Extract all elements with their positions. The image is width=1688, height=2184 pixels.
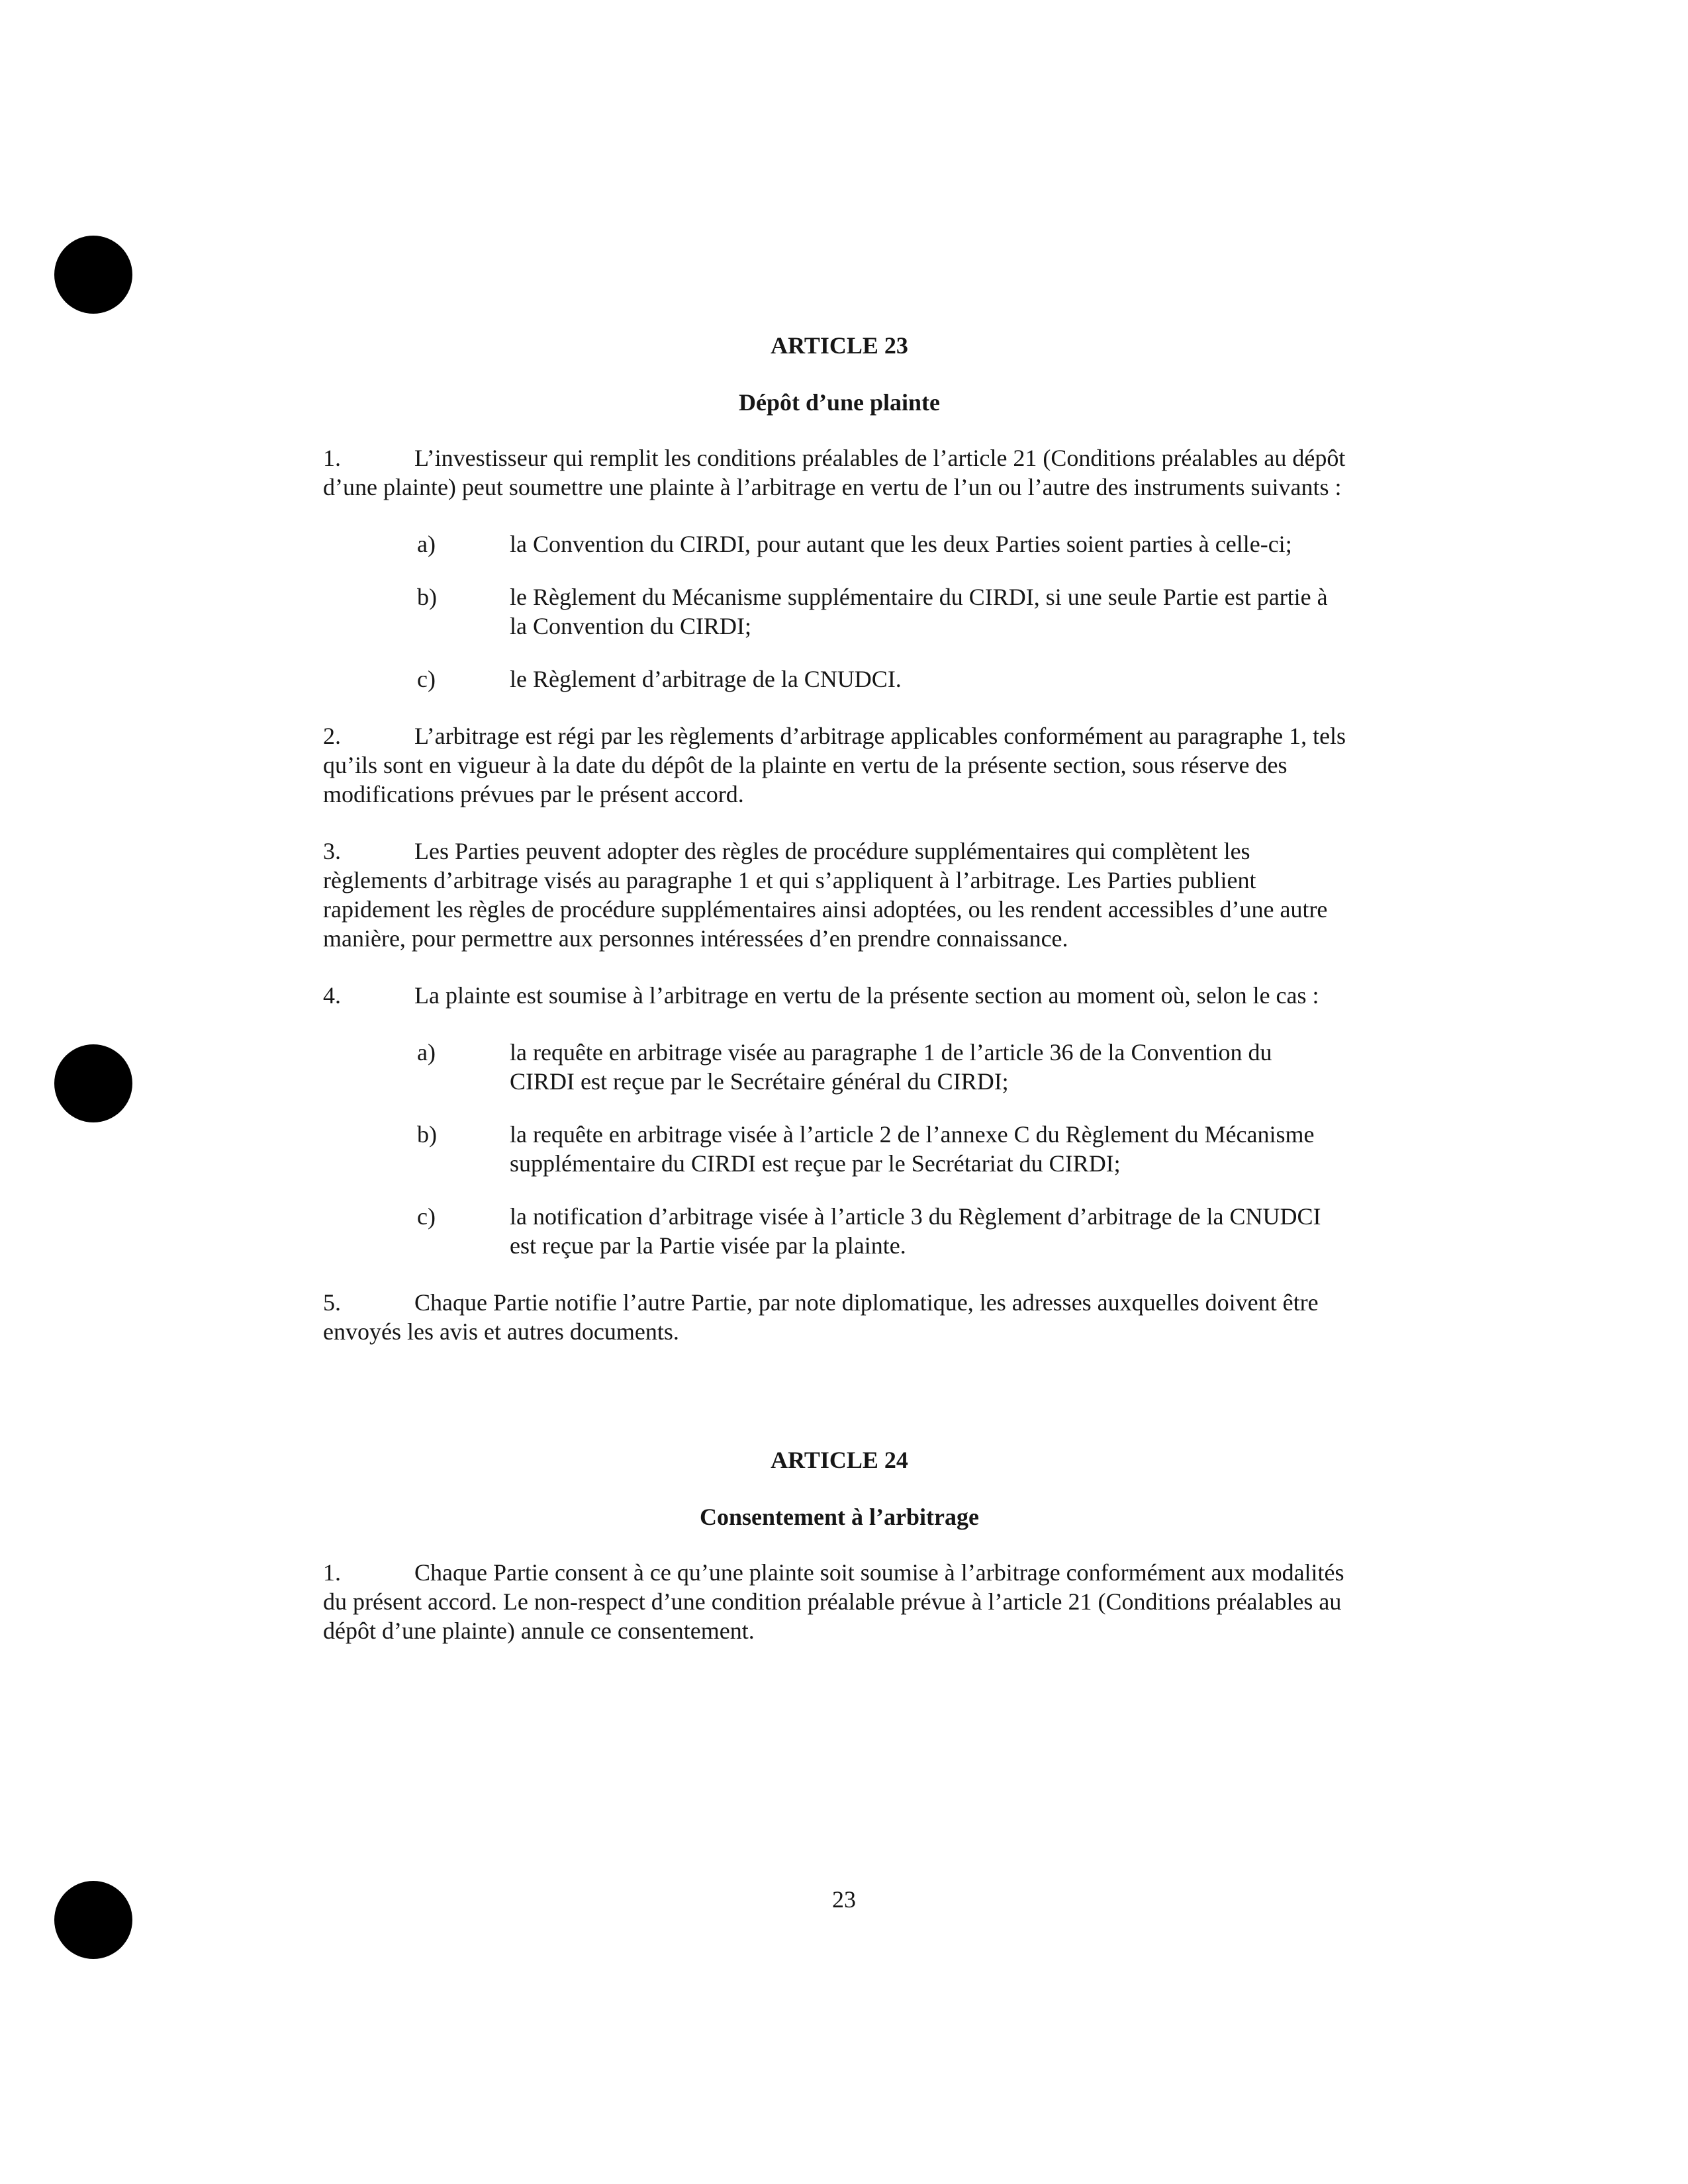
page-body <box>323 331 1356 1673</box>
article-23-paragraph-1 <box>323 443 1356 502</box>
paragraph-number: 2. <box>323 723 341 749</box>
article-23-paragraph-3 <box>323 837 1356 953</box>
list-item <box>323 582 1356 641</box>
article-23-paragraph-1-list <box>323 529 1356 694</box>
list-item <box>323 1038 1356 1096</box>
article-23 <box>323 331 1356 1346</box>
article-24-paragraph-1 <box>323 1558 1356 1645</box>
punch-hole-top <box>54 236 132 314</box>
paragraph-number: 1. <box>323 445 341 471</box>
paragraph-number: 5. <box>323 1289 341 1316</box>
paragraph-text: La plainte est soumise à l’arbitrage en vertu de la présente section au moment où, selon le cas : <box>414 982 1319 1009</box>
list-item <box>323 1120 1356 1178</box>
list-item <box>323 664 1356 694</box>
article-24-subtitle: Consentement à l’arbitrage <box>700 1504 979 1530</box>
article-spacer <box>323 1374 1356 1445</box>
article-23-subtitle: Dépôt d’une plainte <box>738 389 941 416</box>
paragraph-text: Chaque Partie notifie l’autre Partie, par note diplomatique, les adresses auxquelles doivent être envoyés les avis et autres documents. <box>323 1289 1319 1345</box>
list-item-letter: c) <box>417 1203 436 1230</box>
list-item-letter: a) <box>417 531 436 557</box>
paragraph-number: 3. <box>323 838 341 864</box>
punch-hole-middle <box>54 1044 132 1122</box>
paragraph-text: L’investisseur qui remplit les conditions préalables de l’article 21 (Conditions préalables au dépôt d’une plainte) peut soumettre une plainte à l’arbitrage en vertu de l’un ou l’autre des instruments suivants : <box>323 445 1346 500</box>
list-item-text: le Règlement du Mécanisme supplémentaire du CIRDI, si une seule Partie est partie à la Convention du CIRDI; <box>510 584 1328 639</box>
article-23-paragraph-2 <box>323 721 1356 809</box>
paragraph-text: L’arbitrage est régi par les règlements d’arbitrage applicables conformément au paragraphe 1, tels qu’ils sont en vigueur à la date du dépôt de la plainte en vertu de la présente section, sous réserve des modifications prévues par le présent accord. <box>323 723 1346 807</box>
page-number: 23 <box>832 1886 856 1913</box>
list-item-text: le Règlement d’arbitrage de la CNUDCI. <box>510 666 902 692</box>
paragraph-number: 4. <box>323 982 341 1009</box>
list-item-text: la notification d’arbitrage visée à l’article 3 du Règlement d’arbitrage de la CNUDCI est reçue par la Partie visée par la plainte. <box>510 1203 1321 1259</box>
list-item-letter: c) <box>417 666 436 692</box>
article-24 <box>323 1445 1356 1645</box>
list-item-text: la requête en arbitrage visée au paragraphe 1 de l’article 36 de la Convention du CIRDI est reçue par le Secrétaire général du CIRDI; <box>510 1039 1272 1095</box>
article-23-title: ARTICLE 23 <box>771 332 908 359</box>
list-item-text: la requête en arbitrage visée à l’article 2 de l’annexe C du Règlement du Mécanisme supplémentaire du CIRDI est reçue par le Secrétariat du CIRDI; <box>510 1121 1315 1177</box>
list-item-letter: b) <box>417 584 437 610</box>
article-23-paragraph-4-list <box>323 1038 1356 1260</box>
list-item <box>323 529 1356 559</box>
list-item-letter: a) <box>417 1039 436 1066</box>
paragraph-text: Les Parties peuvent adopter des règles de procédure supplémentaires qui complètent les règlements d’arbitrage visés au paragraphe 1 et qui s’appliquent à l’arbitrage. Les Parties publient rapidement les règles de procédure supplémentaires ainsi adoptées, ou les rendent accessibles d’une autre manière, pour permettre aux personnes intéressées d’en prendre connaissance. <box>323 838 1328 952</box>
article-23-paragraph-4 <box>323 981 1356 1010</box>
list-item <box>323 1202 1356 1260</box>
article-24-title: ARTICLE 24 <box>771 1447 908 1473</box>
article-23-paragraph-5 <box>323 1288 1356 1346</box>
list-item-text: la Convention du CIRDI, pour autant que les deux Parties soient parties à celle-ci; <box>510 531 1292 557</box>
paragraph-text: Chaque Partie consent à ce qu’une plainte soit soumise à l’arbitrage conformément aux modalités du présent accord. Le non-respect d’une condition préalable prévue à l’article 21 (Conditions préalables au dépôt d’une plainte) annule ce consentement. <box>323 1559 1344 1644</box>
paragraph-number: 1. <box>323 1559 341 1586</box>
list-item-letter: b) <box>417 1121 437 1148</box>
